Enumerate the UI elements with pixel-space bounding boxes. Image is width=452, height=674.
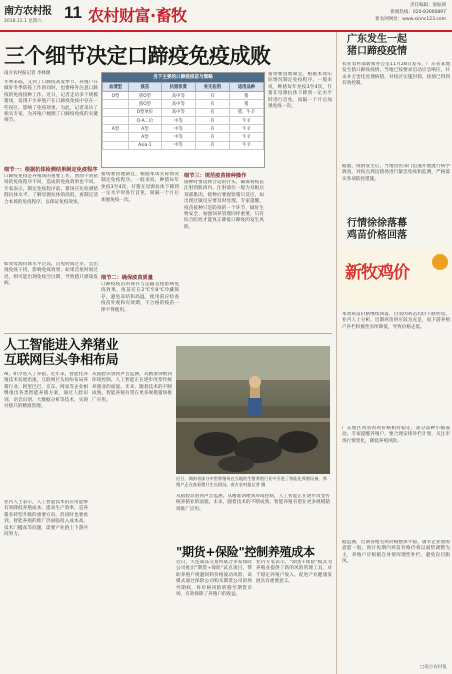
sidebar-text-3: 本周鸡苗价格继续回落，白羽肉鸡苗均价下跌明显。业内人士分析，近期鸡苗供应较为充足，而下游养殖户补栏积极性有所降低，导致价格走低。 <box>342 312 450 330</box>
main-col1-text3: 如果母源抗体水平过高，首免时间过早，会出现免疫干扰，影响免疫效果；如果首免时间过迟，则可能出现免疫空白期，导致猪只感染发病。 <box>4 262 98 287</box>
table-cell: 有 <box>195 141 229 149</box>
table-cell: 猪、牛羊 <box>229 108 263 116</box>
table-cell: 猪O型 <box>129 100 162 108</box>
hotline-line: 新闻热线：020-83000897 <box>390 10 446 15</box>
section-title: 农村财富·畜牧 <box>88 6 187 25</box>
table-cell: A型 <box>103 125 129 133</box>
ai-text-4: 从猪脸识别到声音监测，从精准饲喂到环境控制，人工智能正在逐步改变传统养猪业的面貌。未来，随着技术的不断成熟，智能养殖有望在更多规模猪场推广应用。 <box>176 494 330 512</box>
header-info <box>375 2 446 23</box>
table-cell: 猪 <box>229 92 263 100</box>
sidebar-headline-2 <box>347 218 407 242</box>
table-cell: O-A二价 <box>129 116 162 124</box>
table-cell: 有 <box>195 116 229 124</box>
main-subhead-3: 细节三：规范疫苗接种操作 <box>184 173 247 179</box>
table-cell: 有 <box>195 92 229 100</box>
photo-illustration <box>176 346 330 474</box>
table-title: 当下主要的口蹄疫疫苗与策略 <box>102 73 264 82</box>
main-subhead-1: 细节一：根据抗体检测结果制定免疫程序 <box>4 167 98 173</box>
table-cell: 猪 <box>229 100 263 108</box>
table-header: 血清型 <box>103 83 129 92</box>
futures-text-2: 业内专家表示，"期货+保险"模式为养殖业提供了新的风险管理工具，对于稳定养殖户收入、促进产业健康发展具有重要意义。 <box>256 560 332 585</box>
table-row <box>103 116 264 124</box>
section-divider <box>4 333 332 334</box>
table-row <box>103 133 264 141</box>
table-cell: 高中等 <box>161 92 195 100</box>
sidebar-headline-2-line1: 行情徐徐落幕 <box>347 218 407 229</box>
table-cell: 中等 <box>161 116 195 124</box>
main-byline: 南方农村报记者 李林源 <box>4 71 51 76</box>
table-row <box>103 141 264 149</box>
pig-farm-photo <box>176 346 330 474</box>
table-cell: 中等 <box>161 141 195 149</box>
main-col1-text2: 口蹄疫免疫是养殖场的重要工作，然而不同猪场的免疫程序不同，造成的免疫效果也不同。专家表示，制定免疫程序前，猪场应先检测猪群抗体水平，了解母源抗体的高低，再制定适合本场的免疫程序，以保证免疫效果。 <box>4 174 98 205</box>
table-cell: 高中等 <box>161 108 195 116</box>
table-cell: 中等 <box>161 133 195 141</box>
main-col2-text: 猪场要因地制宜，根据本场实际情况制定免疫程序。一般来说，种猪每年免疫3至4次，仔猪在母源抗体下降到一定水平时进行首免，间隔一个月后加强免疫一次。 <box>101 172 179 203</box>
table-cell: 牛羊 <box>229 125 263 133</box>
table-cell: 牛羊 <box>229 133 263 141</box>
editor-line: 责任编辑：梁振洲 <box>410 3 446 8</box>
table-row <box>103 100 264 108</box>
table-header: 适用品种 <box>229 83 263 92</box>
ai-text-1: AI，如今进入了养猪。近年来，智能化养殖技术发展迅速，互联网巨头纷纷布局养猪行业。阿里巴巴、京东、网易等企业相继推出各类智能养猪方案，通过人脸识别、语音识别、大数据分析等技术，实现对猪只的精准管理。 <box>4 372 88 410</box>
sidebar-headline-1-line1: 广东发生一起 <box>347 34 407 45</box>
table-header: 抗原浓度 <box>161 83 195 92</box>
ai-headline-line2: 互联网巨头争相布局 <box>4 353 119 368</box>
table-cell: A型 <box>129 125 162 133</box>
sidebar-text-1: 农业农村部新闻办公室11月28日发布，广东省某地发生猪口蹄疫疫情，当地已按要求启动应急响应，扑杀并无害化处理病猪，对疫区实施封锁，疫情已得到有效控制。 <box>342 62 450 87</box>
table-header: 疫苗 <box>129 83 162 92</box>
futures-headline: "期货+保险"控制养殖成本 <box>176 545 315 559</box>
issue-date: 2018.12.1 星期六 <box>4 19 42 24</box>
futures-text-1: 近日，大连商品交易所联合多家保险公司推出"期货+保险"试点项目，帮助养殖户规避饲料价格波动风险。该模式通过保险公司购买期货公司的场外期权，将价格风险转移至期货市场，有效保障了养殖户的收益。 <box>176 560 252 598</box>
sidebar-headline-1-line2: 猪口蹄疫疫情 <box>347 46 407 57</box>
table-row <box>103 125 264 133</box>
website-line: 新农网网址：www.xinnc123.com <box>375 17 446 22</box>
table-cell: 有 <box>195 125 229 133</box>
table-cell: 有 <box>195 133 229 141</box>
table-header: 有无佐剂 <box>195 83 229 92</box>
sidebar-text-5: 据监测，近期各地毛鸡价格整体平稳，屠宰企业收购意愿一般。预计短期内鸡苗价格仍将以弱势调整为主，养殖户应根据自身情况理性补栏，避免盲目跟风。 <box>342 540 450 565</box>
table-row <box>103 108 264 116</box>
sidebar-headline-1 <box>347 34 407 58</box>
brand-note: □南方农村报 <box>420 665 447 670</box>
table-cell: 牛羊 <box>229 116 263 124</box>
table-cell: 有 <box>195 100 229 108</box>
main-headline: 三个细节决定口蹄疫免疫成败 <box>4 44 271 68</box>
table-cell: O型单价 <box>129 108 162 116</box>
page-number: 11 <box>64 3 82 22</box>
main-col4-text: 猪场要因地制宜，根据本场实际情况制定免疫程序。一般来说，种猪每年免疫3至4次，仔猪在母源抗体下降到一定水平时进行首免，间隔一个月后加强免疫一次。 <box>268 72 332 110</box>
table-cell <box>103 108 129 116</box>
main-col3-text: 接种时要选择合适的针头，确保将疫苗注射到肌肉内。注射部位一般为耳根后颈部肌肉，接种后要观察猪只反应，如出现过敏反应要及时处理。专家提醒，疫苗接种只是防疫的一个环节，做好生物安全、加强饲养管理同样重要，只有综合防控才能真正降低口蹄疫的发生风险。 <box>184 180 264 230</box>
sidebar-text-4: 广东地区黄羽肉鸡价格相对稳定，部分品种小幅波动。专家提醒养殖户，要合理安排补栏计划，关注市场行情变化，降低养殖风险。 <box>342 426 450 444</box>
table-cell <box>103 116 129 124</box>
chick-icon <box>432 254 448 270</box>
masthead: 南方农村报 <box>4 6 52 17</box>
main-col1-text: 冬季来临，又到了口蹄疫高发季节，养殖户在做好冬季防疫工作的同时，也要格外注意口蹄疫的免疫接种工作。近日，记者走访多个规模猪场，发现不少养殖户在口蹄疫免疫中存在一些误区，影响了免疫效果。为此，记者采访了相关专家，为养殖户梳理了口蹄疫免疫的关键细节。 <box>4 80 98 124</box>
ai-headline <box>4 338 118 368</box>
column-logo <box>340 246 452 308</box>
table-cell: 猪O型 <box>129 92 162 100</box>
main-subhead-2: 细节二：确保疫苗质量 <box>101 275 153 281</box>
page-header <box>0 0 452 30</box>
table-cell <box>103 133 129 141</box>
ai-text-3: 从猪脸识别到声音监测，从精准饲喂到环境控制，人工智能正在逐步改变传统养猪业的面貌。未来，随着技术的不断成熟，智能养殖有望在更多规模猪场推广应用。 <box>92 372 172 403</box>
table-cell <box>103 100 129 108</box>
photo-caption: 近日，湖南省部分中型养殖场在当地的生猪养殖行业中引进了智能化养殖设备，养殖户正在查看猪只生长情况。南方农村报记者 摄 <box>176 476 327 487</box>
table-cell: 有 <box>195 108 229 116</box>
table-cell: 中等 <box>161 125 195 133</box>
table-cell: A型 <box>129 133 162 141</box>
sidebar-text-2: 据悉，疫情发生后，当地兽医部门迅速开展流行病学调查，对疫点周边猪场进行紧急免疫和监测，严格落实各项防控措施。 <box>342 164 450 182</box>
ai-text-2: 业内人士表示，人工智能技术的应用能够有效降低养殖成本、提高生产效率，是养猪业转型升级的重要方向。但同时也要看到，智能养殖的推广仍面临投入成本高、技术门槛高等问题，需要产业链上下游共同努力。 <box>4 500 88 538</box>
table-cell: O型 <box>103 92 129 100</box>
table-cell: Asia-1 <box>129 141 162 149</box>
sidebar-headline-2-line2: 鸡苗价格回落 <box>347 230 407 241</box>
vaccine-table <box>101 72 265 168</box>
table-row <box>103 92 264 100</box>
table-cell <box>103 141 129 149</box>
column-logo-text: 新牧鸡价 <box>345 263 409 283</box>
ai-headline-line1: 人工智能进入养猪业 <box>4 338 119 353</box>
table-cell: 牛羊 <box>229 141 263 149</box>
table-cell: 高中等 <box>161 100 195 108</box>
main-col2-text2: 口蹄疫疫苗的保存与运输直接影响免疫效果。疫苗应在2℃至8℃冷藏保存，避免冻结和高温，使用前应检查疫苗外观和有效期，不合格的疫苗一律不得使用。 <box>101 282 179 313</box>
